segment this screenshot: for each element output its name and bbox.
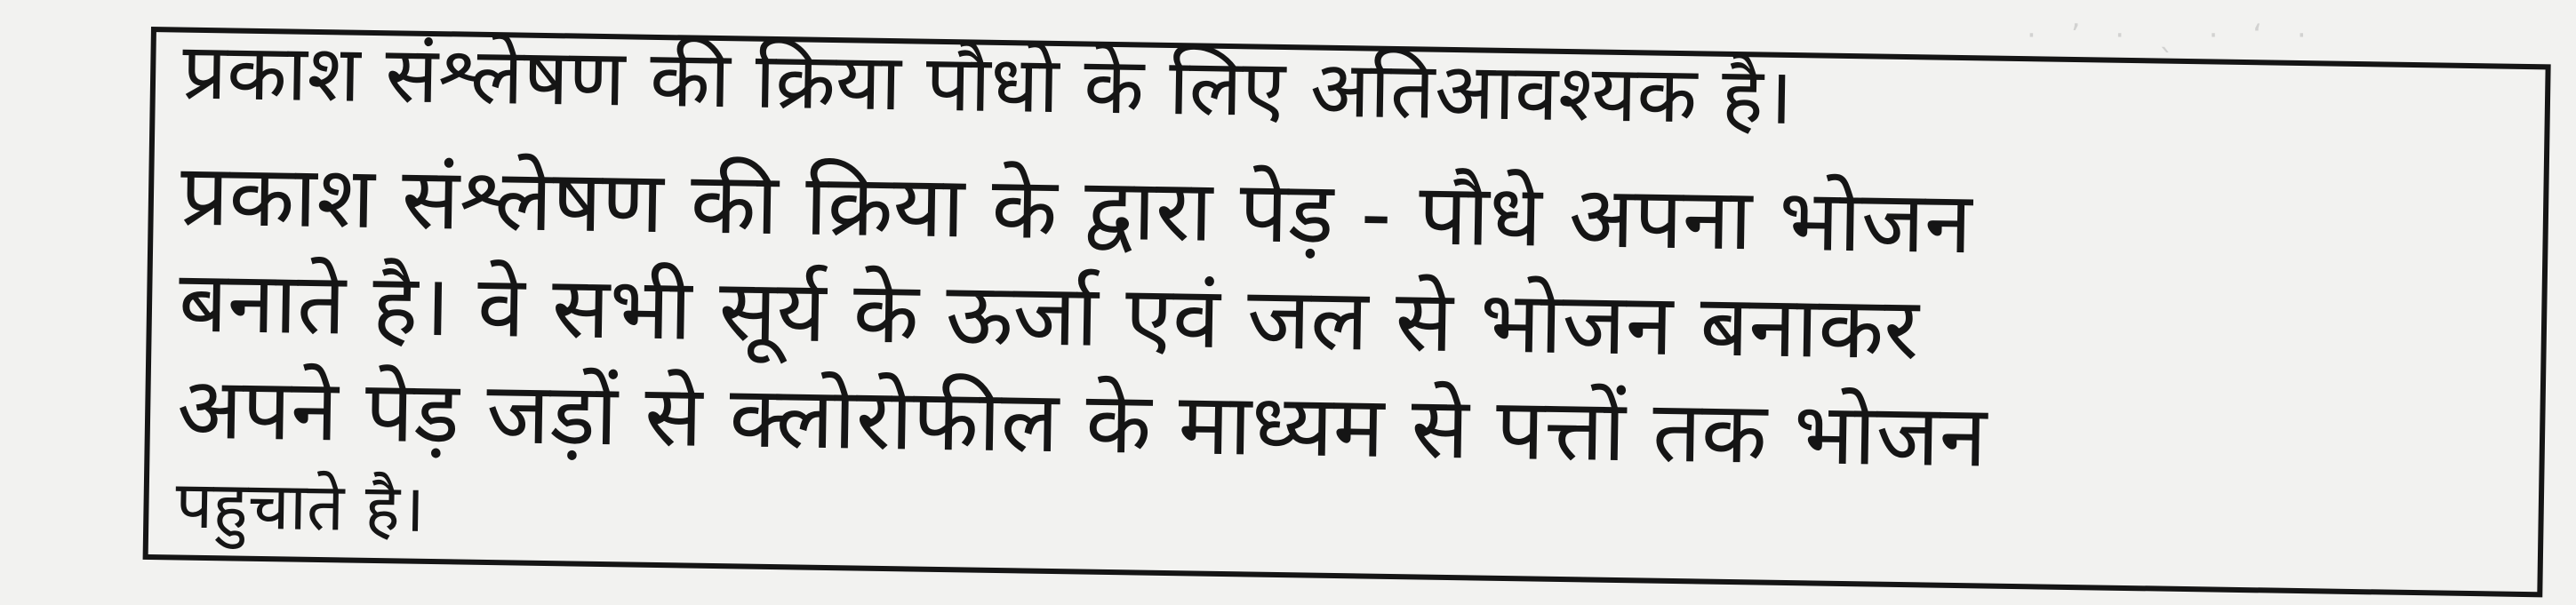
text-line-1: प्रकाश संश्लेषण की क्रिया पौधो के लिए अतिआवश्यक है।	[181, 25, 1794, 143]
text-line-5: पहुचाते है।	[174, 466, 426, 547]
text-line-2: प्रकाश संश्लेषण की क्रिया के द्वारा पेड़ - पौधे अपना भोजन	[180, 145, 1973, 274]
text-line-3: बनाते है। वे सभी सूर्य के ऊर्जा एवं जल से भोजन बनाकर	[178, 251, 1920, 379]
text-line-4: अपने पेड़ जड़ों से क्लोरोफील के माध्यम से पत्तों तक भोजन	[176, 358, 1988, 487]
bleed-through-marks: · ʼ · ˎ · ʻ ·	[2027, 18, 2319, 53]
answer-box	[143, 27, 2551, 597]
